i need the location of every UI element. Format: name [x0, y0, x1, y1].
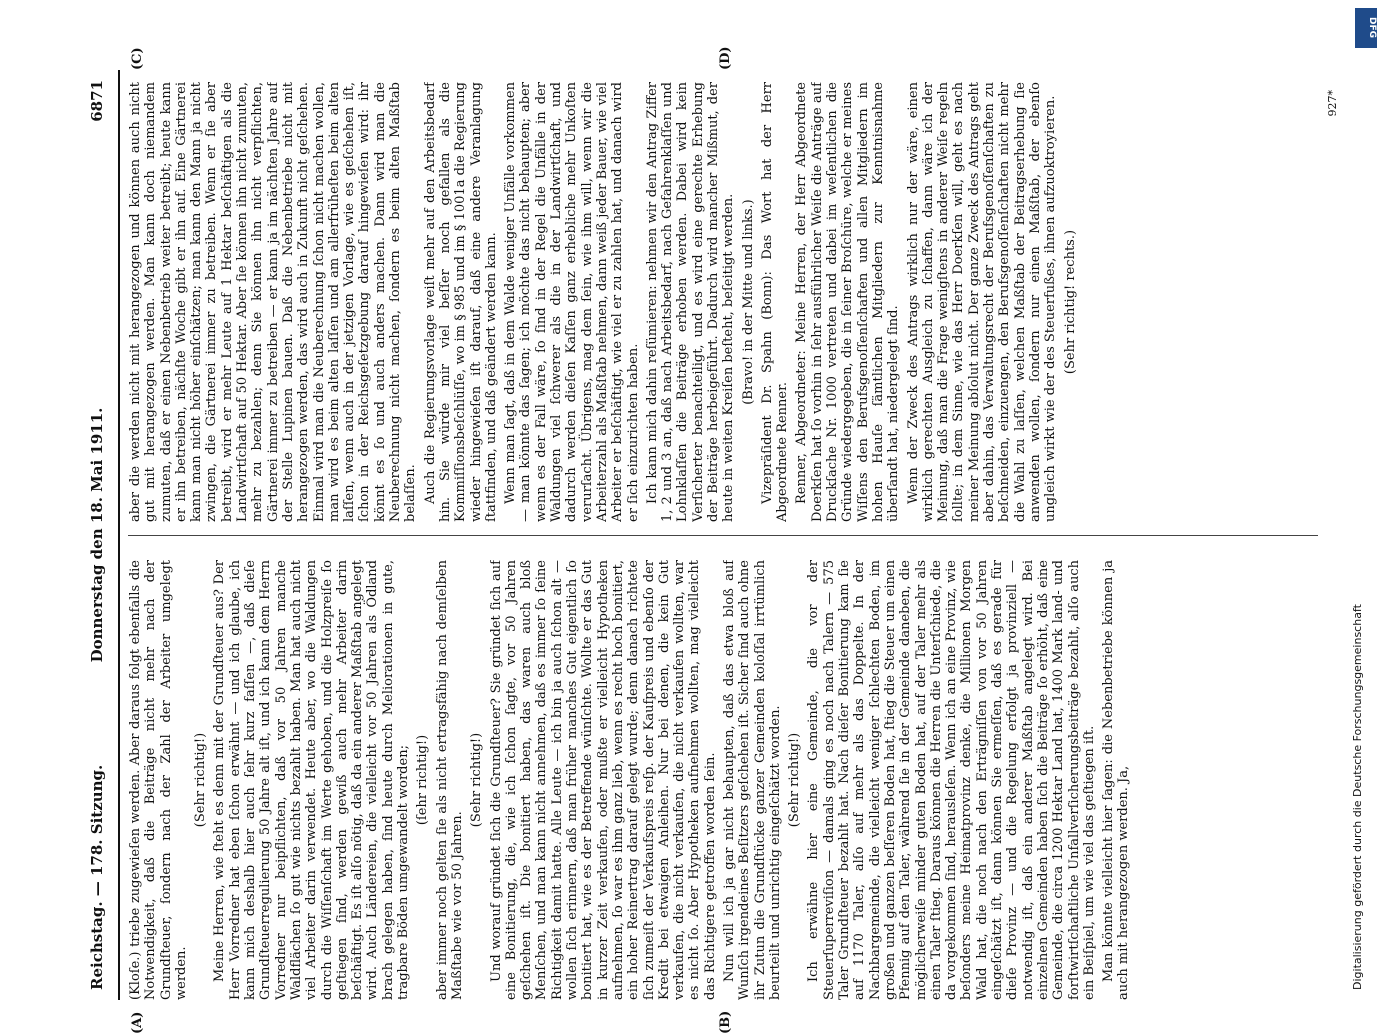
header-left: Reichstag. — 178. Sitzung. [88, 764, 106, 990]
page-header [78, 70, 118, 1000]
margin-marker-b: (B) [718, 1010, 733, 1034]
paragraph: aber die werden nicht mit herangezogen und können auch nicht gut mit herangezogen werden. Man kann doch niemandem zumuten, daß er einen Nebenbetrieb weiter betreibt; heute kann er ihn betreiben, nächſte Woche gibt er ihn auf. Eine Gärtnerei kann man nicht höher einſchätzen; man kann den Mann ja nicht zwingen, die Gärtnerei immer zu betreiben. Wenn er ſie aber betreibt, wird er mehr Leute auf 1 Hektar beſchäftigen als die Landwirtſchaft auf 50 Hektar. Aber ſie können ihn nicht zumuten, mehr zu bezahlen; denn Sie können ihn nicht verpflichten, Gärtnerei immer zu betreiben — er kann ja im nächſten Jahre auf der Stelle Lupinen bauen. Daß die Nebenbetriebe nicht mit herangezogen werden, das wird auch in Zukunft nicht geſchehen. Einmal wird man die Neuberechnung ſchon nicht machen wollen, man wird es beim alten laſſen und am allerfrüheſten beim alten laſſen, wenn auch in der jetzigen Vorlage, wie es geſchehen iſt, ſchon in der Reichsgeſetzgebung darauf hingewieſen wird: ihr könnt es ſo und auch anders machen. Dann wird man die Neuberechnung nicht machen, ſondern es beim alten Maßſtab belaſſen. [128, 82, 419, 522]
paragraph: Vizepräſident Dr. Spahn (Bonn): Das Wort hat der Herr Abgeordnete Renner. [759, 82, 791, 522]
right-column [128, 82, 1318, 522]
margin-marker-d: (D) [718, 46, 733, 70]
header-rule [118, 70, 120, 1000]
rotated-document-page [78, 46, 1348, 1034]
paragraph: Nun will ich ja gar nicht behaupten, daß das etwa bloß auf Wunſch irgendeines Beſitzers geſchehen iſt. Sicher ſind auch ohne ihr Zutun die Grundſtücke ganzer Gemeinden koloſſal irrtümlich beurteilt und unrichtig eingeſchätzt worden. [721, 560, 783, 1000]
interjection: (ſehr richtig!) [415, 734, 431, 826]
paragraph: (Kloſe.) triebe zugewieſen werden. Aber daraus folgt ebenfalls die Notwendigkeit, daß die Beiträge nicht mehr nach der Grundſteuer, ſondern nach der Zahl der Arbeiter umgelegt werden. [128, 560, 189, 1000]
footer-signature: 927* [1326, 90, 1339, 117]
paragraph: Man könnte vielleicht hier ſagen: die Nebenbetriebe können ja auch mit herangezogen werden. Ja, [1101, 560, 1132, 1000]
paragraph: Ich erwähne hier eine Gemeinde, die vor der Steuerſuperreviſion — damals ging es noch nach Talern — 575 Taler Grundſteuer bezahlt hat. Nach dieſer Bonitierung kam ſie auf 1170 Taler, alſo auf mehr als das Doppelte. In der Nachbargemeinde, die vielleicht weniger ſchlechten Boden, im großen und ganzen beſſeren Boden hat, ſtieg die Steuer um einen Pfennig auf den Taler, während ſie in der Gemeinde daneben, die möglicherweiſe minder guten Boden hat, auf der Taler mehr als einen Taler ſtieg. Daraus können die Herren die Unterſchiede, die da vorgekommen ſind, herausleſen. Wenn ich an eine Provinz, wie beſonders meine Heimatprovinz denke, die Millionen Morgen Wald hat, die noch nach den Erträgniſſen von vor 50 Jahren eingeſchätzt iſt, dann können Sie ermeſſen, daß es gerade für dieſe Provinz — und die Regelung erfolgt ja provinziell — notwendig iſt, daß ein anderer Maßſtab angelegt wird. Bei einzelnen Gemeinden haben ſich die Beiträge ſo erhöht, daß eine Gemeinde, die circa 1200 Hektar Land hat, 1400 Mark land- und forſtwirtſchaftliche Unfallverſicherungsbeiträge bezahlt, alſo auch ein Beiſpiel, um wie viel das geſtiegen iſt. [806, 560, 1097, 1000]
paragraph: Renner, Abgeordneter: Meine Herren, der Herr Abgeordnete Doerkſen hat ſo vorhin in ſehr ausführlicher Weiſe die Anträge auf Druckſache Nr. 1000 vertreten und dabei im weſentlichen die Gründe wiedergegeben, die in ſeiner Broſchüre, welche er meines Wiſſens den Berufsgenoſſenſchaften und allen Mitgliedern im hohen Hauſe ſämtlichen Mitgliedern zur Kenntnisnahme überſandt hat, niedergelegt ſind. [794, 82, 902, 522]
interjection: (Sehr richtig!) [193, 732, 209, 828]
credit-text: Digitalisierung gefördert durch die Deutsche Forschungsgemeinschaft [1351, 604, 1364, 990]
column-divider [128, 535, 1318, 536]
dfg-logo: DFG [1355, 8, 1377, 48]
page-number: 6871 [88, 80, 106, 122]
left-column [128, 560, 1318, 1000]
paragraph: Und worauf gründet ſich die Grundſteuer? Sie gründet ſich auf eine Bonitierung, die, wie ich ſchon ſagte, vor 50 Jahren geſchehen iſt. Die bonitiert haben, das waren auch bloß Menſchen, und man kann nicht annehmen, daß es immer ſo ſeine Richtigkeit damit hatte. Alle Leute — ich bin ja auch ſchon alt — wollen ſich erinnern, daß man früher manches Gut eigentlich ſo bonitiert hat, wie es der Betreffende wünſchte. Wollte er das Gut in kurzer Zeit verkaufen, oder mußte er vielleicht Hypotheken aufnehmen, ſo war es ihm ganz lieb, wenn es recht hoch bonitiert, ein hoher Reinertrag darauf gelegt wurde; denn danach richtete ſich zumeiſt der Verkaufspreis reſp. der Kaufpreis und ebenſo der Kredit bei etwaigen Anleihen. Nur bei denen, die kein Gut verkaufen, die nicht verkaufen, die nicht verkaufen wollten, war es nicht ſo. Aber Hypotheken aufnehmen wollten, mag vielleicht das Richtigere getroffen worden ſein. [488, 560, 718, 1000]
paragraph: Wenn der Zweck des Antrags wirklich nur der wäre, einen wirklich gerechten Ausgleich zu ſchaffen, dann wäre ich der Meinung, daß man die Frage wenigſtens in anderer Weiſe regeln ſollte; in dem Sinne, wie das Herr Doerkſen will, geht es nach meiner Meinung abſolut nicht. Der ganze Zweck des Antrags geht aber dahin, das Verwaltungsrecht der Berufsgenoſſenſchaften zu beſchneiden, einzuengen, den Berufsgenoſſenſchaften nicht mehr die Wahl zu laſſen, welchen Maßſtab der Beitragserhebung ſie anwenden wollen, ſondern nur einen Maßſtab, der ebenſo ungleich wirkt wie der des Steuerfußes, ihnen aufzuoktroyieren. [905, 82, 1059, 522]
paragraph: Auch die Regierungsvorlage weiſt mehr auf den Arbeitsbedarf hin. Sie würde mir viel beſſer noch gefallen als die Kommiſſionsbeſchlüſſe, wo im § 985 und im § 1001a die Regierung wieder hingewieſen iſt darauf, daß eine andere Veranlagung ſtattfinden, und daß geändert werden kann. [422, 82, 499, 522]
margin-marker-c: (C) [130, 47, 145, 70]
margin-marker-a: (A) [130, 1011, 145, 1034]
paragraph: aber immer noch gelten ſie als nicht ertragsfähig nach demſelben Maßſtabe wie vor 50 Jahren. [434, 560, 465, 1000]
interjection: (Bravo! in der Mitte und links.) [740, 199, 756, 405]
interjection: (Sehr richtig! rechts.) [1062, 229, 1078, 375]
interjection: (Sehr richtig!) [787, 732, 803, 828]
digitization-credit [1343, 0, 1383, 1000]
header-date: Donnerstag den 18. Mai 1911. [88, 407, 106, 663]
interjection: (Sehr richtig!) [469, 732, 485, 828]
paragraph: Wenn man ſagt, daß in dem Walde weniger Unfälle vorkommen — man könnte das ſagen; ich möchte das nicht behaupten; aber wenn es der Fall wäre, ſo ſind in der Regel die Unfälle in der Waldungen viel ſchwerer als die in der Landwirtſchaft, und dadurch werden dieſen Kaſſen ganz erhebliche mehr Unkoſten verurſacht. Übrigens, mag dem ſein, wie ihm will, wenn wir die Arbeiterzahl als Maßſtab nehmen, dann weiß jeder Bauer, wie viel Arbeiter er beſchäftigt, wie viel er zu zahlen hat, und danach wird er ſich einzurichten haben. [503, 82, 641, 522]
paragraph: Ich kann mich dahin reſümieren: nehmen wir den Antrag Ziffer 1, 2 und 3 an, daß nach Arbeitsbedarf, nach Gefahrenklaſſen und Lohnklaſſen die Beiträge erhoben werden. Dabei wird kein Verſicherter benachteiligt, und es wird eine gerechte Erhebung der Beiträge herbeigeführt. Dadurch wird mancher Mißmut, der heute in weiten Kreiſen beſteht, beſeitigt werden. [644, 82, 737, 522]
paragraph: Meine Herren, wie ſteht es denn mit der Grundſteuer aus? Der Herr Vorredner hat eben ſchon erwähnt — und ich glaube, ich kann mich deshalb hier auch ſehr kurz faſſen —, daß dieſe Grundſteuerregulierung 50 Jahre alt iſt, und ich kann dem Herrn Vorredner nur beipflichten, daß vor 50 Jahren manche Waldflächen ſo gut wie nichts bezahlt haben. Man hat auch nicht viel Arbeiter darin verwendet. Heute aber, wo die Waldungen durch die Wiſſenſchaft im Werte gehoben, und die Holzpreiſe ſo geſtiegen ſind, werden gewiß auch mehr Arbeiter darin beſchäftigt. Es iſt alſo nötig, daß da ein anderer Maßſtab angelegt wird. Auch Ländereien, die vielleicht vor 50 Jahren als Ödland brach gelegen haben, ſind heute durch Meliorationen in gute, tragbare Böden umgewandelt worden; [212, 560, 412, 1000]
